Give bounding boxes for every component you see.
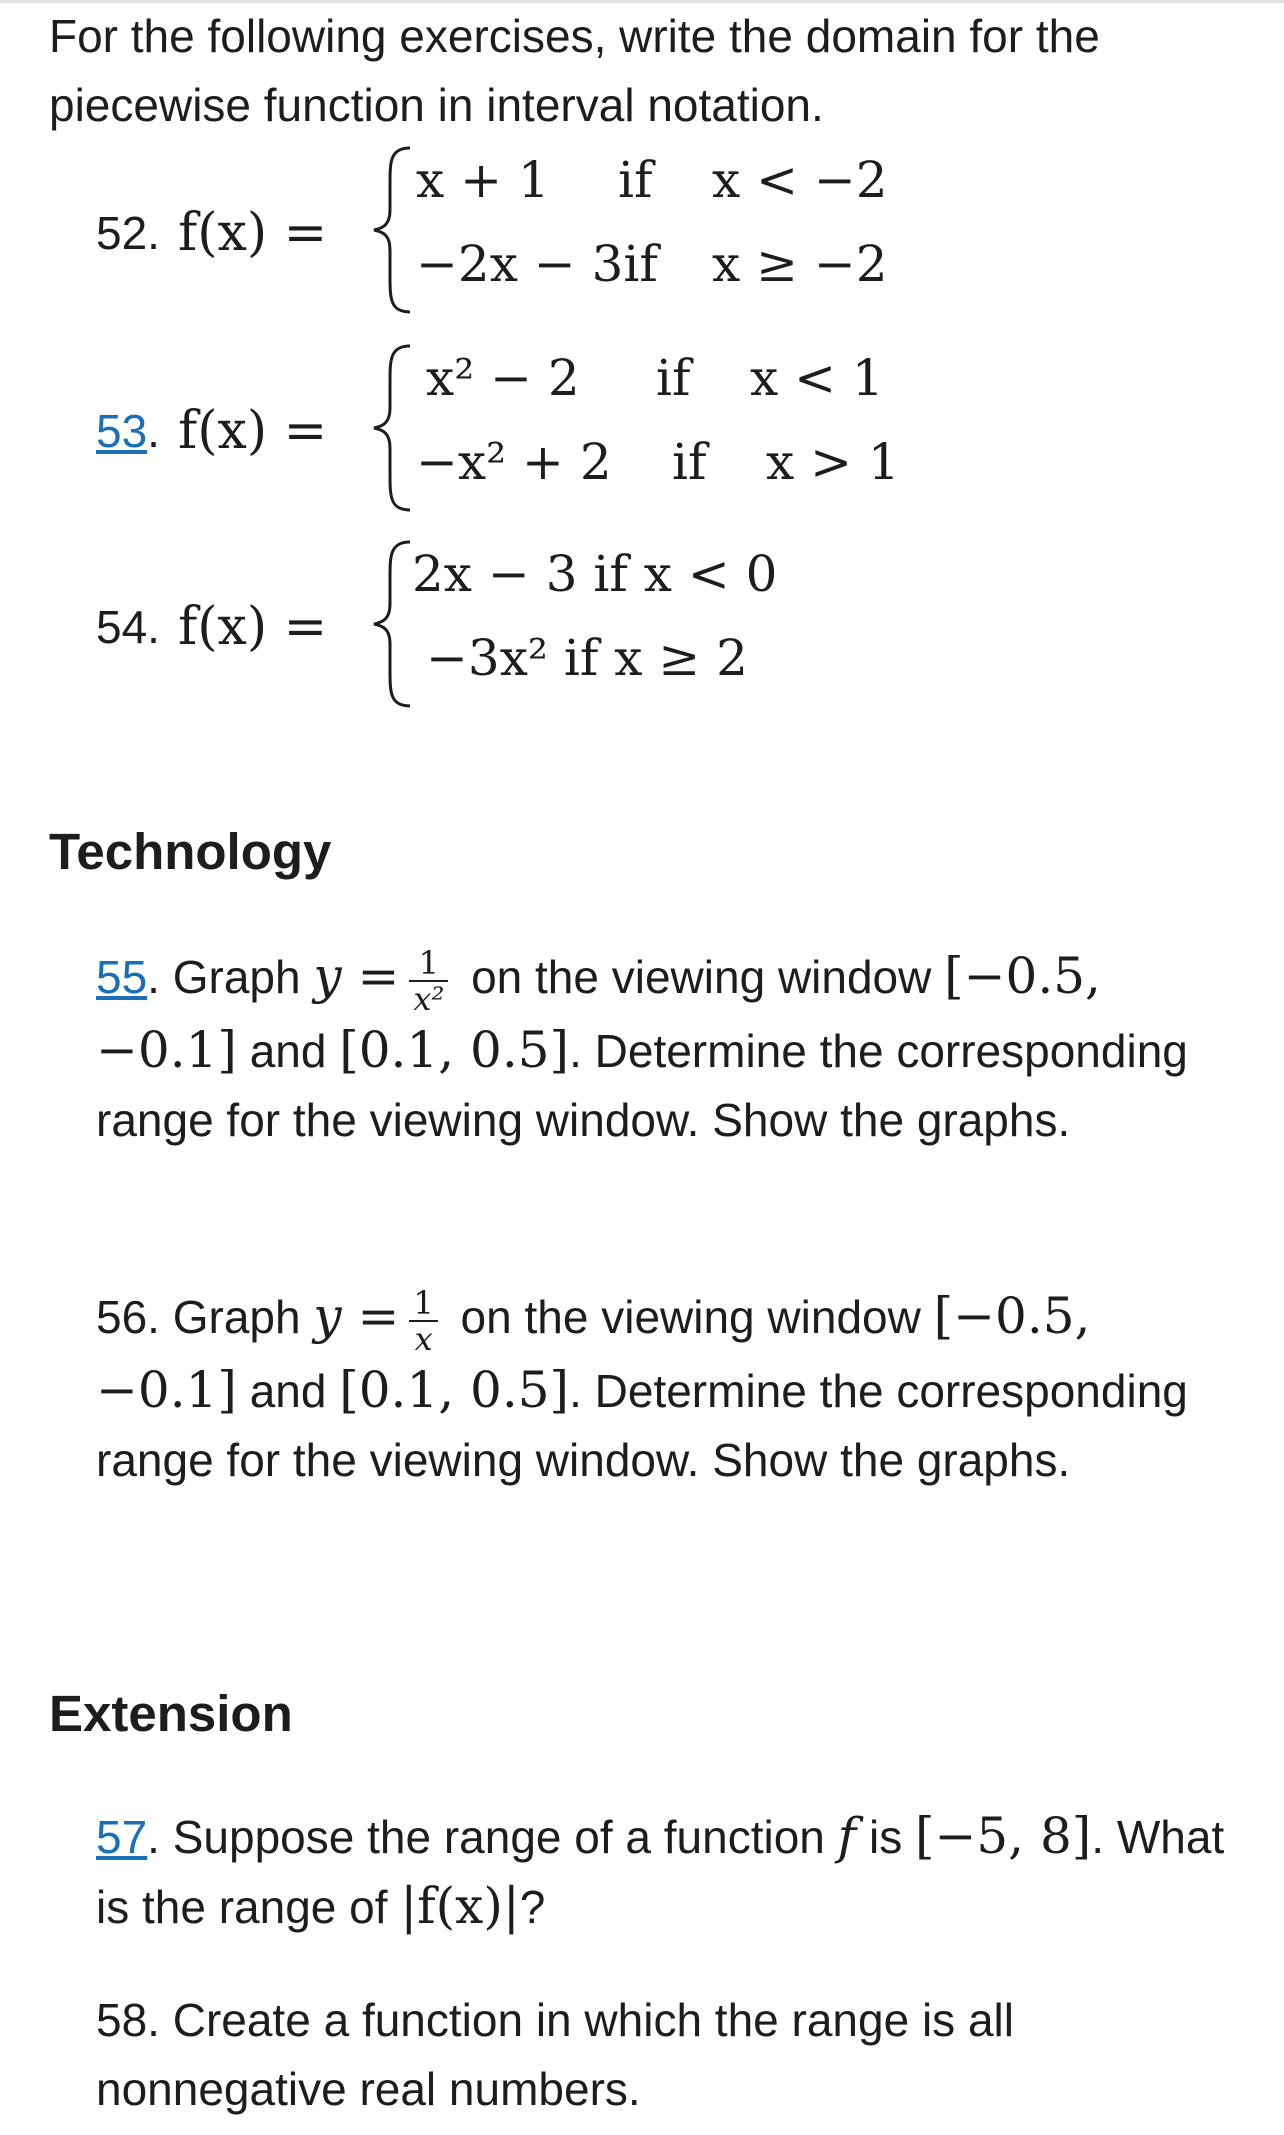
exercise-number-link[interactable]: 57 xyxy=(96,1811,148,1863)
exercise-number: 56 xyxy=(96,1291,148,1343)
case-2-expression: −2x − 3if xyxy=(416,235,658,293)
exercise-number-link[interactable]: 55 xyxy=(96,951,148,1003)
case-1-condition: x < 1 xyxy=(750,349,884,407)
case-2: −3x² if x ≥ 2 xyxy=(426,629,748,687)
exercise-number: 58 xyxy=(96,1994,148,2046)
case-1-expression: x² − 2 xyxy=(426,349,580,407)
exercise-53 xyxy=(96,346,996,516)
exercise-54 xyxy=(96,542,996,712)
case-1-if: if xyxy=(618,151,653,209)
case-2-if: if xyxy=(672,433,707,491)
exercise-57: 57. Suppose the range of a function f is [−5, 8]. What is the range of |f(x)|? xyxy=(96,1807,1225,1935)
case-1-condition: x < −2 xyxy=(712,151,888,209)
exercise-number-link[interactable]: 53. xyxy=(96,405,160,457)
exercise-number: 54. xyxy=(96,601,160,653)
case-2-expression: −x² + 2 xyxy=(416,433,612,491)
case-2-condition: x > 1 xyxy=(766,433,900,491)
exercise-52 xyxy=(96,148,996,318)
exercise-number: 52. xyxy=(96,207,160,259)
function-lhs: f(x) = xyxy=(178,203,328,263)
case-2-condition: x ≥ −2 xyxy=(712,235,888,293)
exercise-58: 58. Create a function in which the range is all nonnegative real numbers. xyxy=(96,1994,1014,2115)
function-lhs: f(x) = xyxy=(178,401,328,461)
case-1: 2x − 3 if x < 0 xyxy=(412,545,778,603)
case-1-expression: x + 1 xyxy=(416,151,550,209)
fraction: $\frac{1}{\text{x²}}$ xyxy=(409,946,448,1016)
fraction: $\frac{1}{x}$ xyxy=(409,1286,437,1356)
technology-heading: Technology xyxy=(49,823,332,880)
instructions-text: For the following exercises, write the domain for the piecewise function in interval notation. xyxy=(49,10,1100,131)
case-1-if: if xyxy=(656,349,691,407)
extension-heading: Extension xyxy=(49,1685,293,1742)
exercise-56: 56. Graph y = $\frac{1}{x}$ on the viewing window [−0.5, −0.1] and [0.1, 0.5]. Determine the corresponding range for the viewing window. Show the graphs. xyxy=(96,1283,1188,1486)
function-lhs: f(x) = xyxy=(178,597,328,657)
exercise-55: 55. Graph y = $\frac{1}{\text{x²}}$ on the viewing window [−0.5, −0.1] and [0.1, 0.5]. Determine the corresponding range for the viewing window. Show the graphs. xyxy=(96,943,1188,1146)
